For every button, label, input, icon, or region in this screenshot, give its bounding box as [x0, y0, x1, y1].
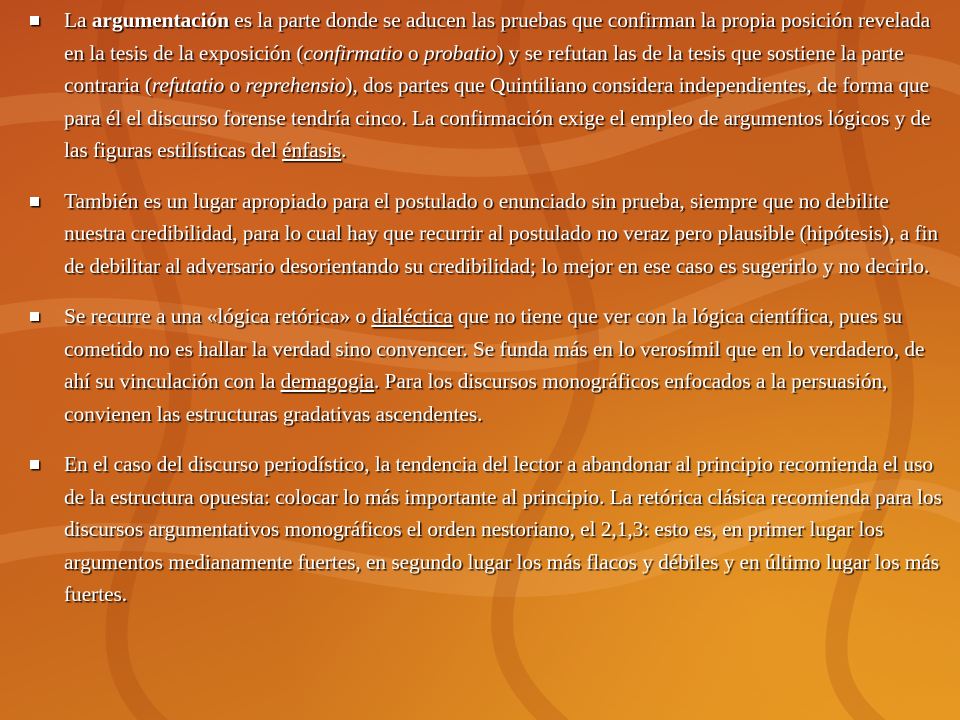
bullet-square-icon [30, 197, 39, 206]
text-run: ), dos partes que Quintiliano considera independientes, de forma que para él el discurso forense tendría cinco. La confirmación exige el empleo de argumentos lógicos y de las figuras estilísticas del [64, 73, 931, 162]
text-run: También es un lugar apropiado para el postulado o enunciado sin prueba, siempre que no debilite nuestra credibilidad, para lo cual hay que recurrir al postulado no veraz pero plausible (hipótesis), a fin de debilitar al adversario desorientando su credibilidad; lo mejor en ese caso es sugerirlo y no decirlo. [64, 188, 939, 278]
term-link[interactable]: énfasis [282, 138, 342, 162]
text-run: . Para los discursos monográficos enfocados a la persuasión, convienen las estructuras gradativas ascendentes. [64, 369, 888, 426]
text-run: En el caso del discurso periodístico, la tendencia del lector a abandonar al principio recomienda el uso de la estructura opuesta: colocar lo más importante al principio. La retórica clásica recomienda para los discursos argumentativos monográficos el orden nestoriano, el 2,1,3: esto es, en primer lugar los argumentos medianamente fuertes, en segundo lugar los más flacos y débiles y en último lugar los más fuertes. [64, 452, 942, 606]
bullet-paragraph [28, 4, 952, 167]
bullet-square-icon [30, 460, 39, 469]
term-link[interactable]: dialéctica [371, 304, 453, 328]
latin-term: confirmatio [303, 40, 403, 65]
text-run: es la parte donde se aducen las pruebas que confirman la propia posición revelada en la tesis de la exposición ( [64, 8, 931, 65]
bullet-paragraph [28, 185, 952, 283]
text-run: . [341, 138, 347, 162]
bullet-paragraph [28, 300, 952, 430]
text-run: ) y se refutan las de la tesis que sostiene la parte contraria ( [64, 40, 904, 97]
slide-content [28, 4, 952, 629]
text-run: o [224, 73, 246, 97]
text-run: o [402, 40, 424, 65]
text-run: Se recurre a una «lógica retórica» o [64, 304, 372, 328]
text-run: que no tiene que ver con la lógica científica, pues su cometido no es hallar la verdad sino convencer. Se funda más en lo verosímil que en lo verdadero, de ahí su vinculación con la [64, 304, 925, 393]
text-run: La [64, 8, 92, 32]
paragraph-text [64, 189, 938, 278]
paragraph-text [64, 452, 942, 606]
term-link[interactable]: demagogia [280, 369, 374, 393]
latin-term: probatio [423, 40, 497, 65]
emphasized-term: argumentación [91, 8, 230, 32]
paragraph-text [64, 304, 924, 426]
paragraph-text [64, 8, 931, 162]
bullet-square-icon [30, 16, 39, 25]
latin-term: reprehensio [245, 73, 346, 97]
bullet-square-icon [30, 312, 39, 321]
bullet-paragraph [28, 448, 952, 611]
latin-term: refutatio [151, 73, 225, 97]
